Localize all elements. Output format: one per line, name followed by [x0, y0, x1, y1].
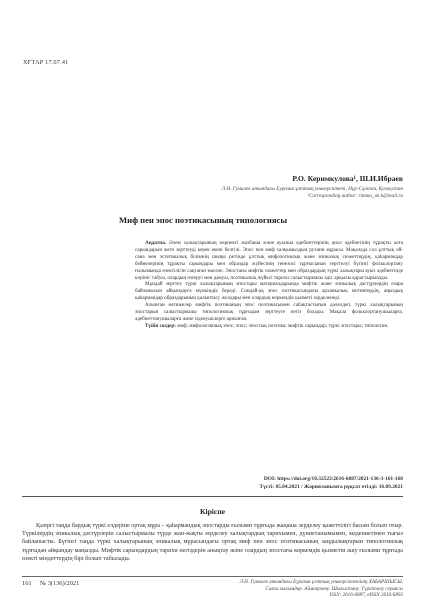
- introduction-text: Қазіргі таңда бардық түркі елдеріне ортақ мұра – қаһармандық эпостарды ғылыми тұрғыда жаңаша зерделеу қажеттілігі басым болып отыр. Түркілердің эпикалық дәстүрлерін салыстырмалы түрде жан-жақты зерделеу халықтардың тарихымен, дүниетанымымен, мәдениетімен тығыз байланысты. Бүгінгі таңда түркі халықтарының эпикалық мұрасындағы ортақ миф пен эпос поэтикасының заңдылықтарын типологиялық тұрғыдан айқындау маңызды. Мифтік сарындардың тарихи негіздерін анықтау және олардың эпостағы көркемдік қызметін ашу ғылыми тұрғыда өзекті міндеттердің бірі болып табылады.: [22, 523, 403, 562]
- abstract-paragraph: Мұндай зерттеу түркі халықтарының эпостары материалдарында мифтік және эпикалық дәстүрлердің өзара байланысын айқындауға мүмкіндік береді. Сондай-ақ эпос поэтикасындағы архаикалық мотивтердің, аңыздық қаһармандар образдарының қалыптасу жолдары мен олардың көркемдік қызметі зерделенеді.: [135, 281, 403, 302]
- article-meta: [259, 476, 403, 491]
- affiliation-line: Л.Н. Гумилев атындағы Еуразия ұлттық университеті, Нұр-Сұлтан, Қазақстан: [221, 186, 403, 192]
- section-heading: Кіріспе: [199, 507, 226, 516]
- footer-divider: [22, 576, 403, 577]
- authors: Р.О. Керимкулова¹, Ш.И.Ибраев: [292, 174, 403, 183]
- article-title: Миф пен эпос поэтикасының типологиясы: [119, 215, 288, 225]
- page-number: 161: [22, 580, 32, 587]
- divider: [22, 496, 403, 497]
- abstract: [135, 240, 403, 330]
- abstract-text: Әлем халықтарының көрнекті жазбаша және ауызша әдебиеттерінің ауыз әдебиетінің тұрақты алға сарындарын жете зерттеуді керек екені белгілі. Эпос пен миф халқымыздың рухани мұрасы. Мақалада сол ұлттық ой-сана мен эстетикалық білімнің шыңы ретінде ұлттық мифологиялық және эпикалық сюжеттердің, қаһармандар бейнелерінің тұрақты сарындары мен образдар жүйесінің генезисі тұрғысынан зерттелуі бүгінгі фольклортану ғылымында өзектілігін сақтаған мәселе. Эпостағы мифтік сюжеттер мен образдардың түркі халықтары ауыз әдебиетінде көрініс табуы, олардың өзгеруі мен дамуы, поэтикалық жүйесі тарихи салыстырмалы әдіс арқылы қарастырылады.: [135, 240, 403, 281]
- keywords-text: миф; мифологиялық эпос; эпос; эпостық поэтика; мифтік сарындар; түркі эпостары; типология.: [177, 322, 389, 329]
- abstract-paragraph: [135, 240, 403, 281]
- corresponding-author: ¹Corresponding author: rimma_ok.k@mail.ru: [307, 193, 403, 199]
- keywords: [135, 323, 403, 330]
- journal-issn: ISSN: 2616-6887, eISSN 2616-6895: [329, 592, 403, 599]
- irsti-code: ХҒТАР 17.07.41: [23, 59, 69, 66]
- journal-series: Саяси ғылымдар. Аймақтану. Шығыстану. Түркітану сериясы: [265, 585, 403, 592]
- issue-number: № 3(136)/2021: [40, 580, 80, 587]
- abstract-label: Аңдатпа.: [145, 240, 167, 246]
- abstract-paragraph: Алынған нәтижелер мифтік поэтиканың эпос поэтикасымен сабақтастығын дәлелдеп, түркі халықтарының эпостарын салыстырмалы типологиялық тұрғыдан зерттеуге негіз болады. Мақала фольклортанушыларға, әдебиеттанушыларға және ізденушілерге арналған.: [135, 302, 403, 322]
- journal-name: Л.Н. Гумилев атындағы Еуразия ұлттық университетінің ХАБАРШЫСЫ.: [239, 579, 403, 585]
- doi-link[interactable]: DOI: https://doi.org/10.32523/2616-6887/2021-136-3-161-168: [263, 476, 403, 482]
- submission-dates: Түсті: 05.04.2021 / Жарияланымға рұқсат етілді: 16.09.2021: [259, 483, 403, 490]
- affiliation: [222, 186, 403, 200]
- keywords-label: Түйін сөздер:: [145, 322, 176, 329]
- journal-info: [239, 579, 403, 599]
